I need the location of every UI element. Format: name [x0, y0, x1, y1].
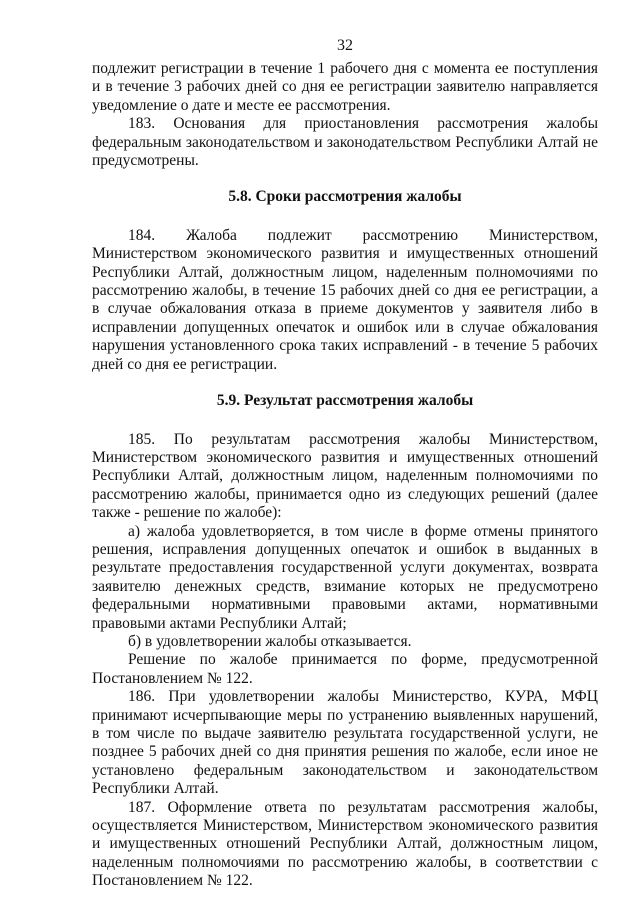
- paragraph-185-a: а) жалоба удовлетворяется, в том числе в форме отмены принятого решения, исправления допущенных опечаток и ошибок в выданных в результате предоставления государственной услуги документах, возврата заявителю денежных средств, взимание которых не предусмотрено федеральными нормативными правовыми актами, нормативными правовыми актами Республики Алтай;: [92, 522, 598, 632]
- section-heading-5-9: 5.9. Результат рассмотрения жалобы: [216, 392, 474, 410]
- paragraph-183: 183. Основания для приостановления рассмотрения жалобы федеральным законодательством и законодательством Республики Алтай не предусмотрены.: [92, 115, 598, 170]
- paragraph-186: 186. При удовлетворении жалобы Министерство, КУРА, МФЦ принимают исчерпывающие меры по устранению выявленных нарушений, в том числе по выдаче заявителю результата государственной услуги, не позднее 5 рабочих дней со дня принятия решения по жалобе, если иное не установлено федеральным законодательством и законодательством Республики Алтай.: [92, 688, 598, 798]
- spacer: [92, 170, 598, 188]
- paragraph-187: 187. Оформление ответа по результатам рассмотрения жалобы, осуществляется Министерством, Министерством экономического развития и имущественных отношений Республики Алтай, должностным лицом, наделенным полномочиями по рассмотрению жалобы, в соответствии с Постановлением № 122.: [92, 798, 598, 890]
- paragraph-185-decision: Решение по жалобе принимается по форме, предусмотренной Постановлением № 122.: [92, 651, 598, 687]
- paragraph-185: 185. По результатам рассмотрения жалобы Министерством, Министерством экономического развития и имущественных отношений Республики Алтай, должностным лицом, наделенным полномочиями по рассмотрению жалобы, принимается одно из следующих решений (далее также - решение по жалобе):: [92, 430, 598, 522]
- section-heading-5-8: 5.8. Сроки рассмотрения жалобы: [228, 188, 462, 206]
- paragraph-continuation: подлежит регистрации в течение 1 рабочего дня с момента ее поступления и в течение 3 рабочих дней со дня ее регистрации заявителю направляется уведомление о дате и месте ее рассмотрения.: [92, 60, 598, 114]
- spacer: [92, 374, 598, 392]
- page-number: 32: [337, 37, 353, 54]
- paragraph-184: 184. Жалоба подлежит рассмотрению Министерством, Министерством экономического развития и имущественных отношений Республики Алтай, должностным лицом, наделенным полномочиями по рассмотрению жалобы, в течение 15 рабочих дней со дня ее регистрации, а в случае обжалования отказа в приеме документов у заявителя либо в исправлении допущенных опечаток и ошибок или в случае обжалования нарушения установленного срока таких исправлений - в течение 5 рабочих дней со дня ее регистрации.: [92, 226, 598, 373]
- spacer: [92, 411, 598, 431]
- spacer: [92, 207, 598, 227]
- paragraph-185-b: б) в удовлетворении жалобы отказывается.: [128, 632, 412, 650]
